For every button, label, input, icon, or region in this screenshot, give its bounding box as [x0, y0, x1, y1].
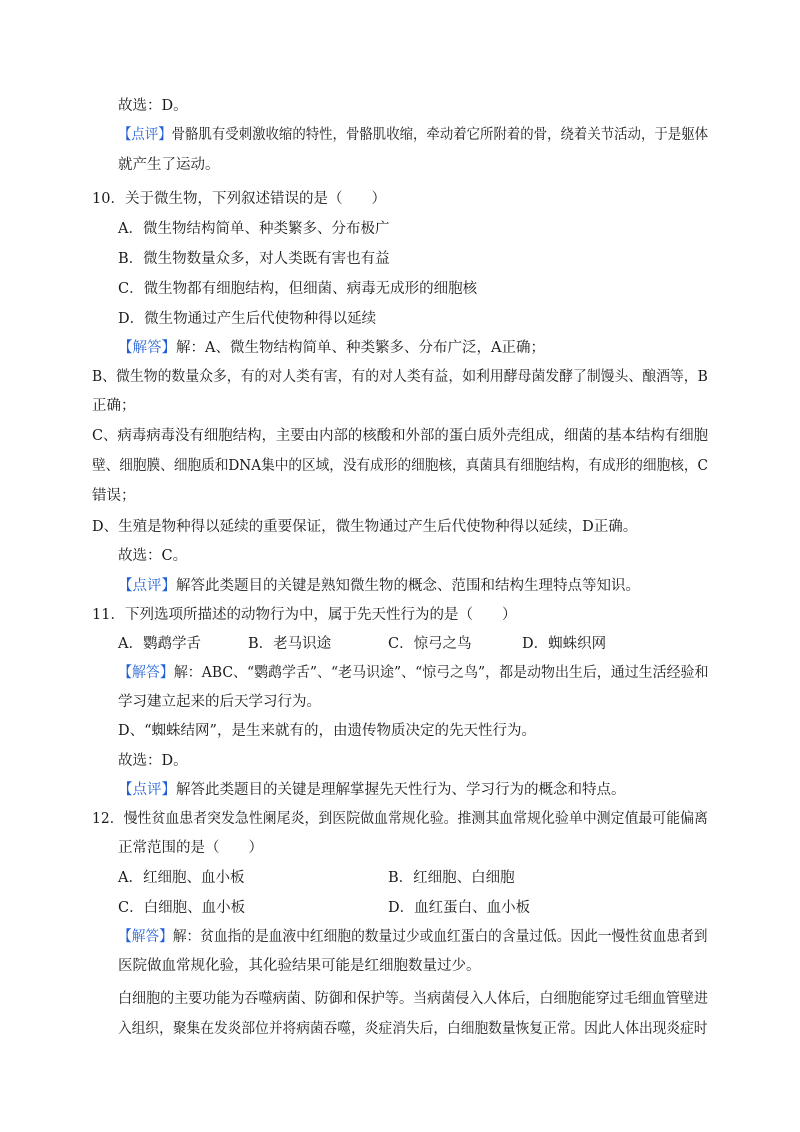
solution-text: 解：A、微生物结构简单、种类繁多、分布广泛，A正确；: [176, 340, 545, 356]
q12-solution-line: 医院做血常规化验，其化验结果可能是红细胞数量过少。: [118, 958, 481, 974]
q10-solution: [118, 338, 545, 358]
comment-tag: 【点评】: [118, 578, 176, 594]
q10-solution-line: 正确；: [92, 398, 136, 414]
comment-text: 骨骼肌有受刺激收缩的特性，骨骼肌收缩，牵动着它所附着的骨，绕着关节活动，于是躯体: [171, 127, 709, 143]
q12-option-b: B．红细胞、白细胞: [388, 870, 515, 886]
q9-comment-cont: 就产生了运动。: [118, 157, 220, 173]
q12-stem-cont: 正常范围的是（ ）: [118, 840, 263, 856]
comment-tag: 【点评】: [118, 127, 172, 143]
q12-solution: [118, 927, 708, 947]
q12-option-a: A．红细胞、血小板: [118, 870, 245, 886]
q11-solution-line: D、“蜘蛛结网”，是生来就有的，由遗传物质决定的先天性行为。: [118, 723, 536, 739]
q11-option-d: D．蜘蛛织网: [522, 636, 607, 652]
q12-paragraph-line: 入组织，聚集在发炎部位并将病菌吞噬，炎症消失后，白细胞数量恢复正常。因此人体出现炎症时: [118, 1021, 708, 1037]
q10-solution-line: B、微生物的数量众多，有的对人类有害，有的对人类有益，如利用酵母菌发酵了制馒头、酿酒等，B: [92, 369, 708, 385]
q10-option-a: A．微生物结构简单、种类繁多、分布极广: [118, 221, 390, 237]
q10-solution-line: D、生殖是物种得以延续的重要保证，微生物通过产生后代使物种得以延续，D正确。: [92, 519, 638, 535]
q11-solution-line: 学习建立起来的后天学习行为。: [118, 694, 321, 710]
q11-answer: 故选：D。: [118, 753, 188, 769]
q10-option-c: C．微生物都有细胞结构，但细菌、病毒无成形的细胞核: [118, 281, 478, 297]
comment-tag: 【点评】: [118, 782, 176, 798]
q10-solution-line: 错误；: [92, 488, 136, 504]
solution-text: 解：ABC、“鹦鹉学舌”、“老马识途”、“惊弓之鸟”，都是动物出生后，通过生活经验和: [173, 665, 709, 681]
q9-answer: 故选：D。: [118, 98, 188, 114]
q10-stem: 10．关于微生物，下列叙述错误的是（ ）: [92, 191, 386, 207]
q11-option-a: A．鹦鹉学舌: [118, 636, 201, 652]
solution-tag: 【解答】: [118, 340, 176, 356]
solution-tag: 【解答】: [118, 665, 174, 681]
q11-solution: [118, 663, 708, 683]
q10-solution-line: C、病毒病毒没有细胞结构，主要由内部的核酸和外部的蛋白质外壳组成，细菌的基本结构有细胞: [92, 428, 709, 444]
q9-comment: [118, 125, 708, 145]
q10-option-d: D．微生物通过产生后代使物种得以延续: [118, 311, 377, 327]
q11-option-b: B．老马识途: [248, 636, 332, 652]
q12-stem: 12．慢性贫血患者突发急性阑尾炎，到医院做血常规化验。推测其血常规化验单中测定值最可能偏离: [92, 811, 708, 827]
q12-paragraph: 白细胞的主要功能为吞噬病菌、防御和保护等。当病菌侵入人体后，白细胞能穿过毛细血管壁进: [118, 991, 708, 1007]
q11-stem: 11．下列选项所描述的动物行为中，属于先天性行为的是（ ）: [92, 607, 517, 623]
comment-text: 解答此类题目的关键是理解掌握先天性行为、学习行为的概念和特点。: [176, 782, 626, 798]
q11-comment: [118, 780, 626, 800]
solution-text: 解：贫血指的是血液中红细胞的数量过少或血红蛋白的含量过低。因此一慢性贫血患者到: [172, 929, 708, 945]
comment-text: 解答此类题目的关键是熟知微生物的概念、范围和结构生理特点等知识。: [176, 578, 640, 594]
q10-solution-line: 壁、细胞膜、细胞质和DNA集中的区域，没有成形的细胞核，真菌具有细胞结构，有成形的细胞核，C: [92, 458, 708, 474]
q12-option-c: C．白细胞、血小板: [118, 900, 246, 916]
solution-tag: 【解答】: [118, 929, 173, 945]
q10-answer: 故选：C。: [118, 548, 188, 564]
q11-option-c: C．惊弓之鸟: [388, 636, 472, 652]
q10-comment: [118, 576, 640, 596]
q12-option-d: D．血红蛋白、血小板: [388, 900, 531, 916]
q10-option-b: B．微生物数量众多，对人类既有害也有益: [118, 251, 390, 267]
